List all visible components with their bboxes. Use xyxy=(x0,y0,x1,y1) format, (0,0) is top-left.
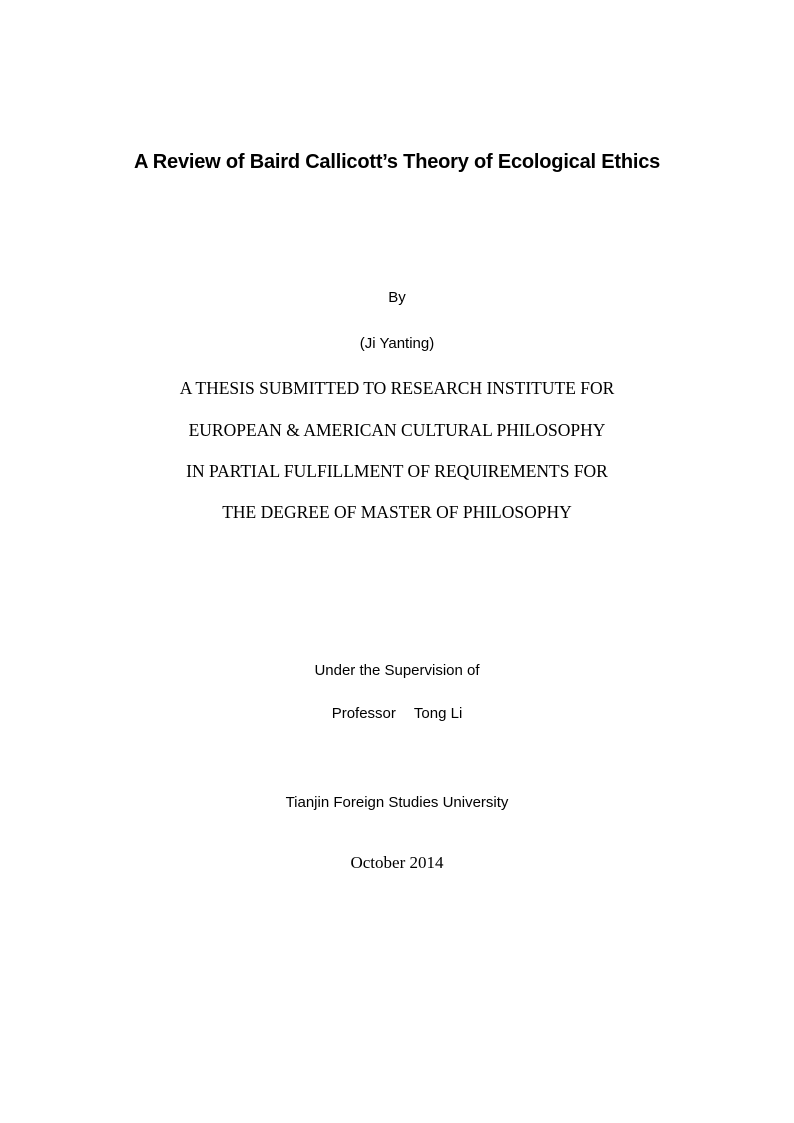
supervision-label: Under the Supervision of xyxy=(314,662,480,679)
supervisor-name: Tong Li xyxy=(413,705,463,722)
supervisor-title: Professor xyxy=(331,705,396,722)
author-name: (Ji Yanting) xyxy=(359,335,435,352)
thesis-statement-line: A THESIS SUBMITTED TO RESEARCH INSTITUTE FOR xyxy=(179,378,615,398)
thesis-statement-line: THE DEGREE OF MASTER OF PHILOSOPHY xyxy=(222,502,572,522)
thesis-statement-line: EUROPEAN & AMERICAN CULTURAL PHILOSOPHY xyxy=(188,420,606,440)
supervisor xyxy=(0,706,794,721)
submission-date: October 2014 xyxy=(350,853,444,872)
by-label: By xyxy=(388,289,406,306)
university-name: Tianjin Foreign Studies University xyxy=(285,794,509,811)
thesis-title: A Review of Baird Callicott’s Theory of Ecological Ethics xyxy=(133,151,661,173)
thesis-statement-line: IN PARTIAL FULFILLMENT OF REQUIREMENTS FOR xyxy=(186,461,608,481)
